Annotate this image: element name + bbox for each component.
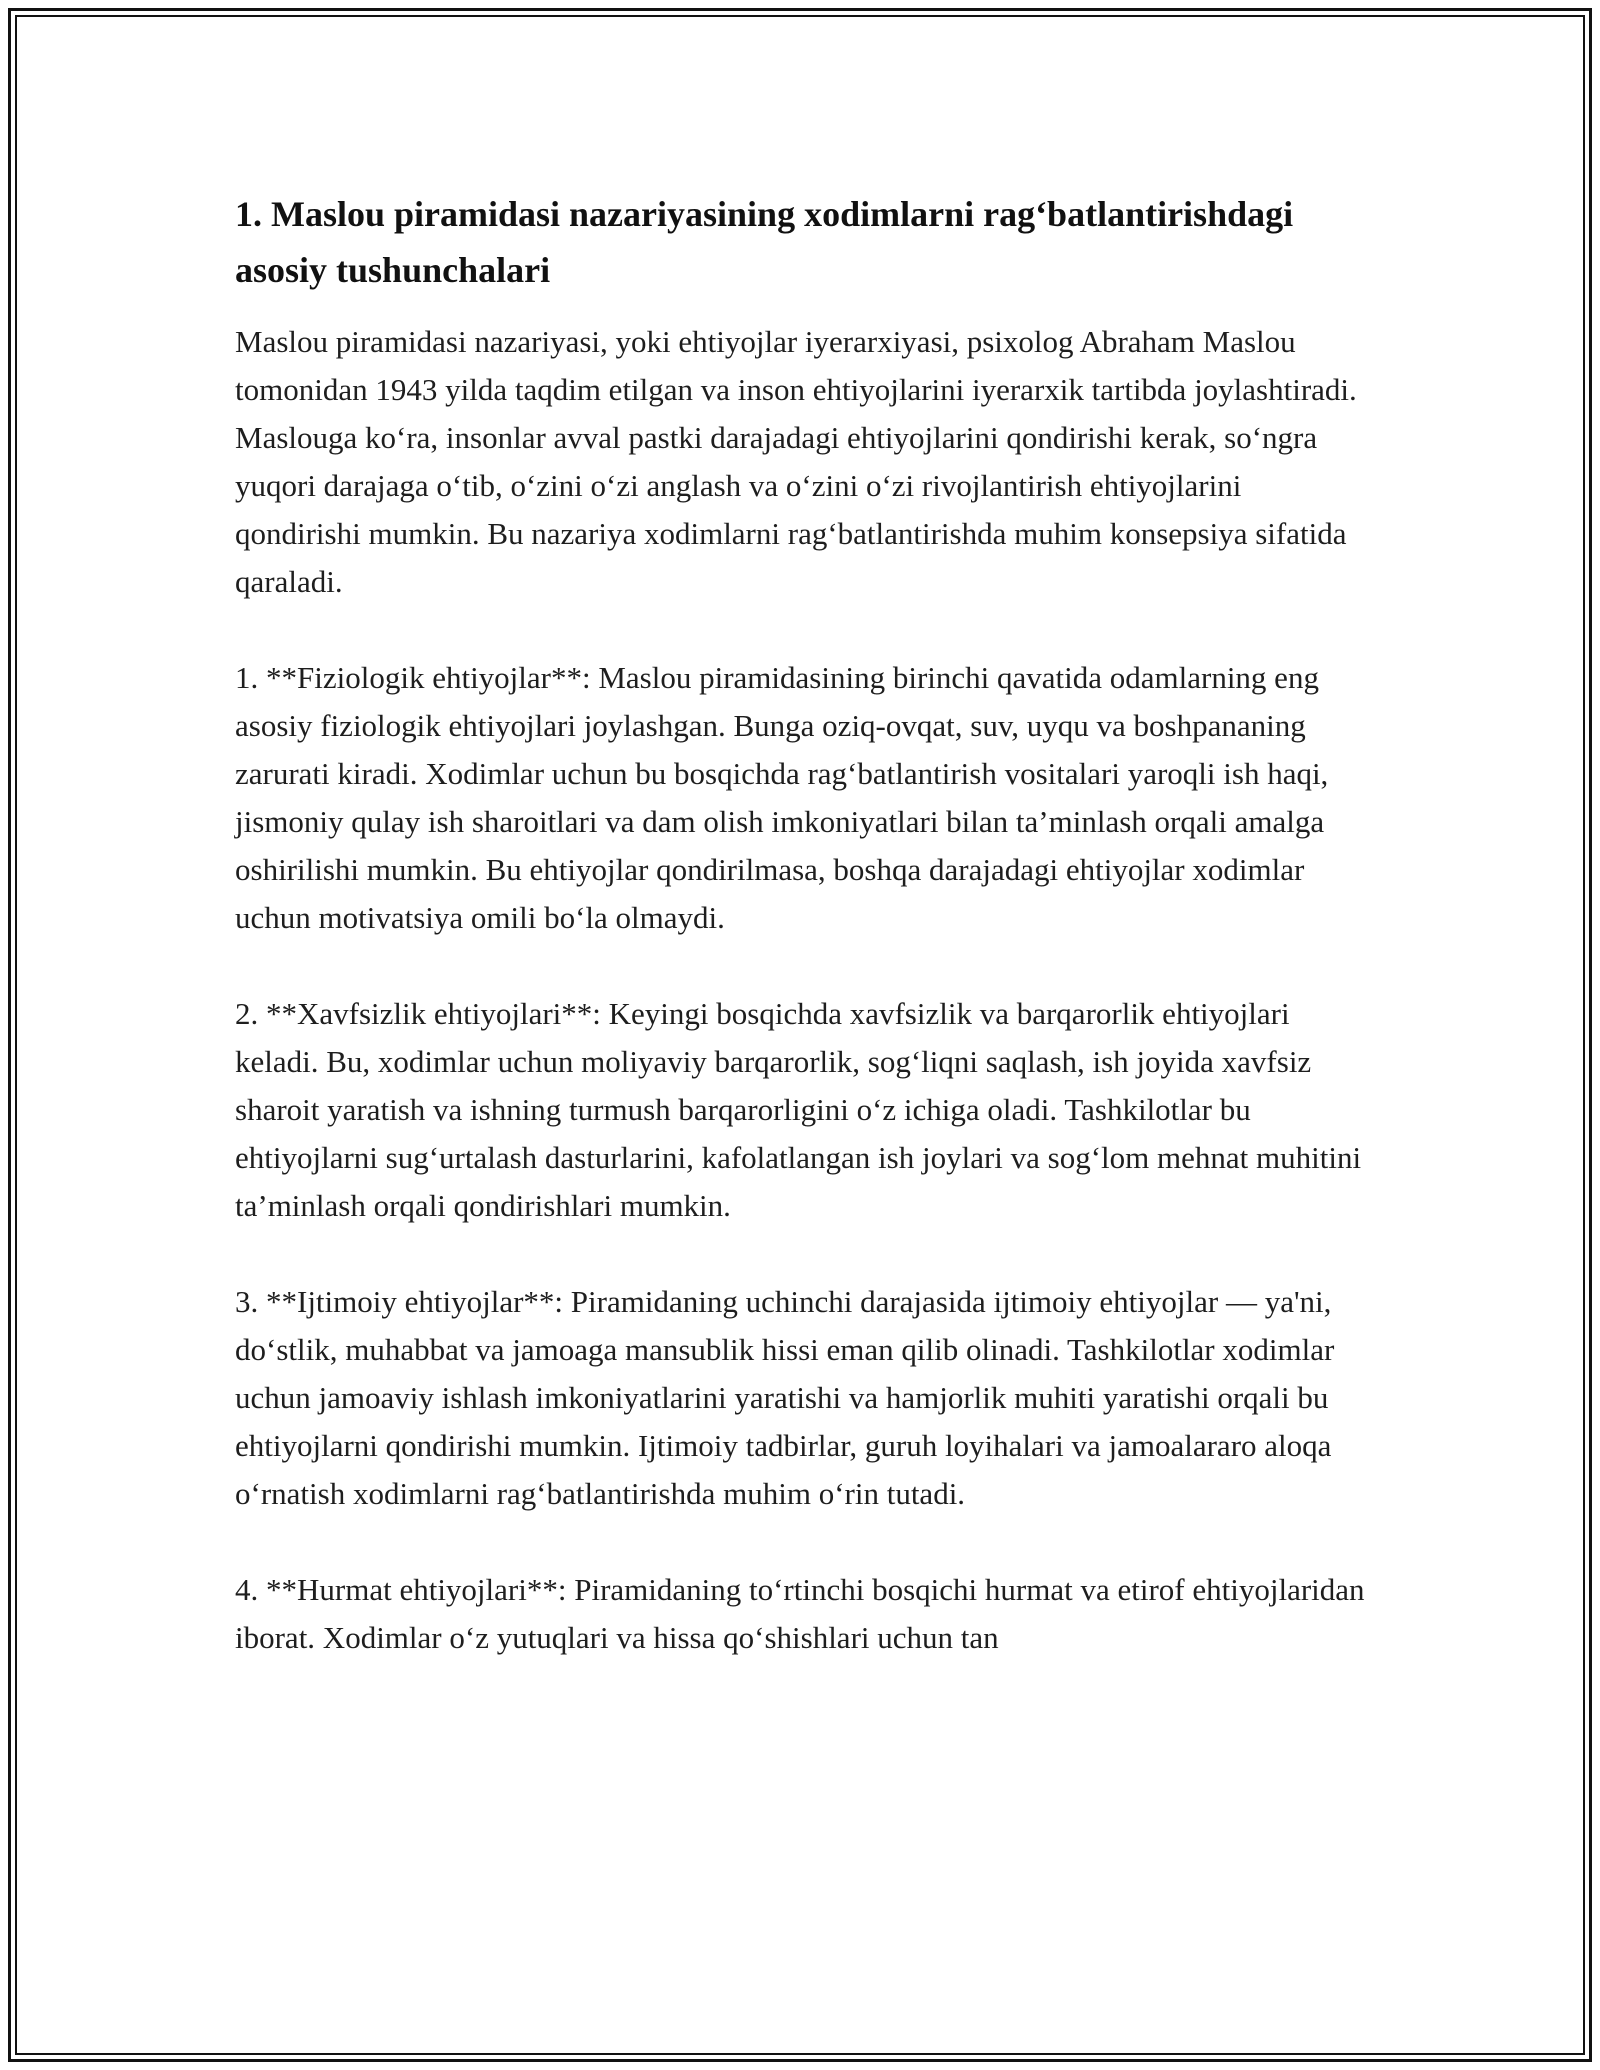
paragraph-safety-needs: 2. **Xavfsizlik ehtiyojlari**: Keyingi bosqichda xavfsizlik va barqarorlik ehtiyojlari keladi. Bu, xodimlar uchun moliyaviy barqarorlik, sog‘liqni saqlash, ish joyida xavfsiz sharoit yaratish va ishning turmush barqarorligini o‘z ichiga oladi. Tashkilotlar bu ehtiyojlarni sug‘urtalash dasturlarini, kafolatlangan ish joylari va sog‘lom mehnat muhitini ta’minlash orqali qondirishlari mumkin.	[235, 996, 1362, 1223]
intro-paragraph: Maslou piramidasi nazariyasi, yoki ehtiyojlar iyerarxiyasi, psixolog Abraham Maslou tomonidan 1943 yilda taqdim etilgan va inson ehtiyojlarini iyerarxik tartibda joylashtiradi. Maslouga ko‘ra, insonlar avval pastki darajadagi ehtiyojlarini qondirishi kerak, so‘ngra yuqori darajaga o‘tib, o‘zini o‘zi anglash va o‘zini o‘zi rivojlantirish ehtiyojlarini qondirishi mumkin. Bu nazariya xodimlarni rag‘batlantirishda muhim konsepsiya sifatida qaraladi.	[235, 324, 1357, 599]
paragraph-physiological-needs: 1. **Fiziologik ehtiyojlar**: Maslou piramidasining birinchi qavatida odamlarning eng asosiy fiziologik ehtiyojlari joylashgan. Bunga oziq-ovqat, suv, uyqu va boshpananing zarurati kiradi. Xodimlar uchun bu bosqichda rag‘batlantirish vositalari yaroqli ish haqi, jismoniy qulay ish sharoitlari va dam olish imkoniyatlari bilan ta’minlash orqali amalga oshirilishi mumkin. Bu ehtiyojlar qondirilmasa, boshqa darajadagi ehtiyojlar xodimlar uchun motivatsiya omili bo‘la olmaydi.	[235, 660, 1329, 935]
section-title: 1. Maslou piramidasi nazariyasining xodimlarni rag‘batlantirishdagi asosiy tushunchalari	[235, 194, 1294, 290]
document-body	[235, 186, 1365, 1710]
paragraph-social-needs: 3. **Ijtimoiy ehtiyojlar**: Piramidaning uchinchi darajasida ijtimoiy ehtiyojlar — ya'ni, do‘stlik, muhabbat va jamoaga mansublik hissi eman qilib olinadi. Tashkilotlar xodimlar uchun jamoaviy ishlash imkoniyatlarini yaratishi va hamjorlik muhiti yaratishi orqali bu ehtiyojlarni qondirishi mumkin. Ijtimoiy tadbirlar, guruh loyihalari va jamoalararo aloqa o‘rnatish xodimlarni rag‘batlantirishda muhim o‘rin tutadi.	[235, 1284, 1335, 1511]
paragraph-esteem-needs: 4. **Hurmat ehtiyojlari**: Piramidaning to‘rtinchi bosqichi hurmat va etirof ehtiyojlaridan iborat. Xodimlar o‘z yutuqlari va hissa qo‘shishlari uchun tan	[235, 1572, 1365, 1655]
